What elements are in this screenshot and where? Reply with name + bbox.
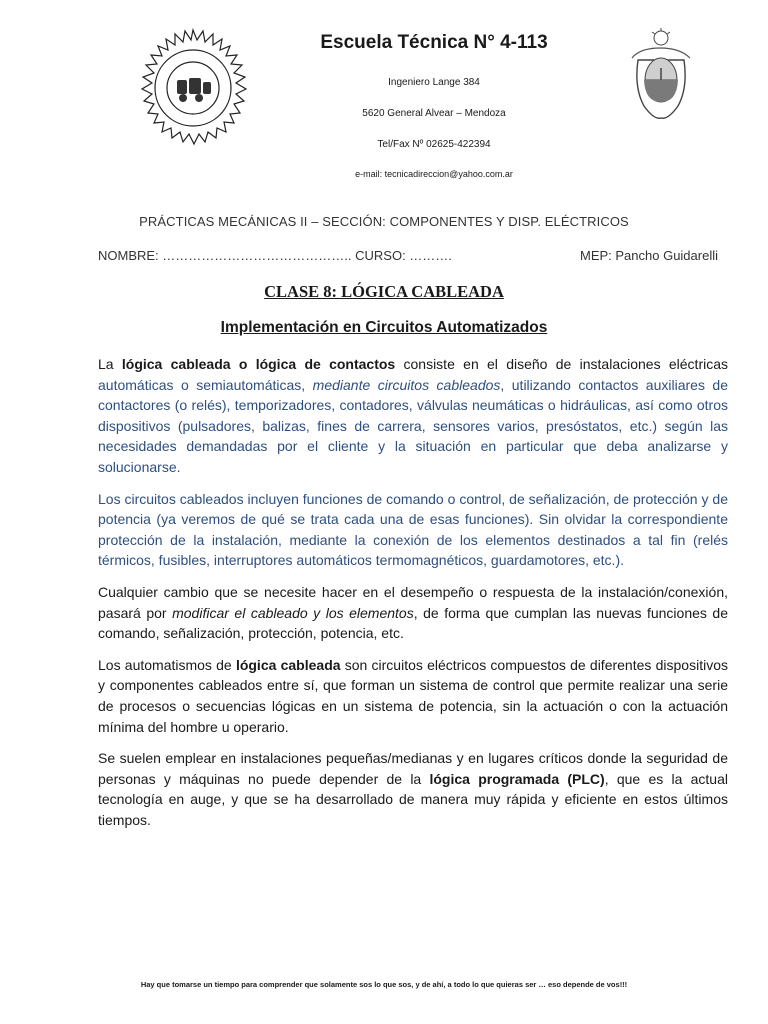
paragraph-1 [98,354,728,478]
text-run: son circuitos eléctricos compuestos de diferentes dispositivos y componentes cableados entre sí, que forman un sistema de control que permite realizar una serie de procesos o secuencias lógicas en un sistema de potencia, sin la actuación o con la actuación mínima del hombre u operario. [98,656,728,735]
section-subtitle: Implementación en Circuitos Automatizados [220,319,548,336]
paragraph-4 [98,655,728,737]
city-line: 5620 General Alvear – Mendoza [362,108,506,119]
paragraph-3 [98,582,728,644]
bold-term: lógica programada (PLC) [429,770,605,787]
mep-label: MEP: Pancho Guidarelli [579,248,718,263]
text-run: Los automatismos de [98,656,236,673]
document-body [98,354,728,841]
text-run: Cualquier cambio que se necesite hacer en el desempeño o respuesta de la instalación/conexión, pasará por [98,583,728,621]
italic-term: mediante circuitos cableados [312,376,501,393]
school-name: Escuela Técnica N° 4-113 [320,32,548,53]
text-run: , de forma que cumplan las nuevas funciones de comando, señalización, protección, potencia, etc. [98,604,728,642]
phone-line: Tel/Fax Nº 02625-422394 [377,139,491,150]
text-run: automáticas o semiautomáticas, [98,376,313,393]
footer-quote: Hay que tomarse un tiempo para comprender que solamente sos lo que sos, y de ahí, a todo lo que quieras ser … eso depende de vos!!! [140,980,628,989]
text-run: consiste en el diseño de instalaciones eléctricas [395,356,728,372]
paragraph-2: Los circuitos cableados incluyen funciones de comando o control, de señalización, de protección y de potencia (ya veremos de qué se trata cada una de esas funciones). Sin olvidar la correspondiente protección de la instalación, mediante la conexión de los elementos destinados a tal fin (relés térmicos, fusibles, interruptores automáticos termomagnéticos, guardamotores, etc.). [98,490,728,569]
class-title: CLASE 8: LÓGICA CABLEADA [264,282,504,301]
address-line: Ingeniero Lange 384 [388,77,480,88]
text-run: Se suelen emplear en instalaciones pequeñas/medianas y en lugares críticos donde la seguridad de personas y máquinas no puede depender de la [98,750,728,787]
email-line: e-mail: tecnicadireccion@yahoo.com.ar [355,169,513,179]
text-run: , que es la actual tecnología en auge, y que se ha desarrollado de manera muy rápida y eficiente en estos últimos tiempos. [98,770,728,828]
italic-term: modificar el cableado y los elementos [172,604,414,621]
text-run: La [98,356,122,372]
bold-term: lógica cableada [235,656,341,673]
course-line: PRÁCTICAS MECÁNICAS II – SECCIÓN: COMPONENTES Y DISP. ELÉCTRICOS [139,214,629,229]
text-run: , utilizando contactos auxiliares de contactores (o relés), temporizadores, contadores, válvulas neumáticas o hidráulicas, así como otros dispositivos (pulsadores, balizas, fines de carrera, sensores varios, presóstatos, etc.) según las necesidades demandadas por el cliente y la situación en particular que deba analizarse y solucionarse. [98,376,728,475]
nombre-curso-field: NOMBRE: …………………………………….. CURSO: ………. [98,248,452,263]
paragraph-5 [98,748,728,830]
bold-term: lógica cableada o lógica de contactos [121,356,396,372]
